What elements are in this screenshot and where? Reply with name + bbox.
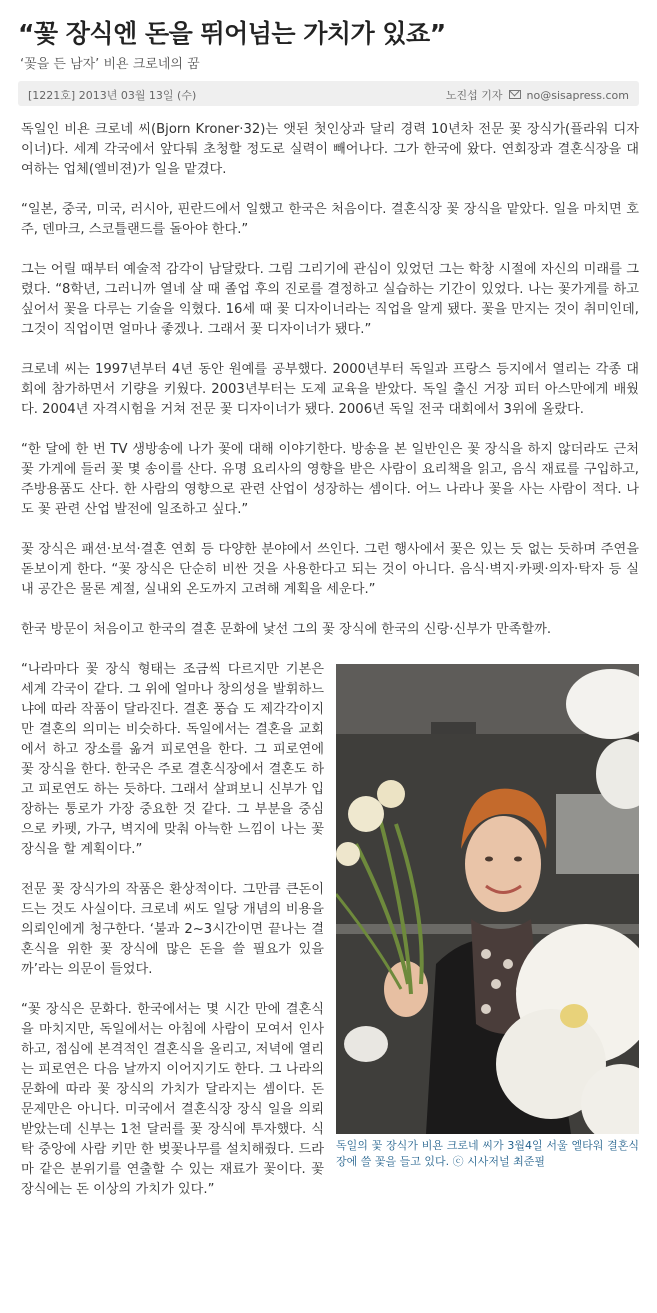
paragraph: 꽃 장식은 패션·보석·결혼 연회 등 다양한 분야에서 쓰인다. 그런 행사에서 꽃은 있는 듯 없는 듯하며 주연을 돋보이게 한다. “꽃 장식은 단순히 비싼 것을 사용한다고 되는 것이 아니다. 음식·벽지·카펫·의자·탁자 등 실내 공간은 물론 계절, 실내외 온도까지 고려해 계획을 세운다.” bbox=[21, 542, 639, 597]
subhead-text: 비욘 크로네의 꿈 bbox=[103, 57, 200, 72]
headline: “꽃 장식엔 돈을 뛰어넘는 가치가 있죠” bbox=[18, 19, 446, 48]
photo-caption: 독일의 꽃 장식가 비욘 크로네 씨가 3월4일 서울 엘타워 결혼식장에 쓸 꽃을 들고 있다. ⓒ 시사저널 최준필 bbox=[336, 1139, 639, 1168]
article-info-bar bbox=[18, 81, 639, 106]
article-body bbox=[21, 120, 639, 1200]
paragraph: 크로네 씨는 1997년부터 4년 동안 원예를 공부했다. 2000년부터 독일과 프랑스 등지에서 열리는 각종 대회에 참가하면서 기량을 키웠다. 2003년부터는 도제 교육을 받았다. 독일 출신 거장 피터 아스만에게 배웠다. 2004년 자격시험을 거쳐 전문 꽃 디자이너가 됐다. 2006년 독일 전국 대회에서 3위에 올랐다. bbox=[21, 362, 639, 417]
paragraph: “한 달에 한 번 TV 생방송에 나가 꽃에 대해 이야기한다. 방송을 본 일반인은 꽃 장식을 하지 않더라도 근처 꽃 가게에 들러 꽃 몇 송이를 산다. 유명 요리사의 영향을 받은 사람이 요리책을 읽고, 음식 재료를 구입하고, 주방용품도 산다. 한 사람의 영향으로 관련 산업이 성장하는 셈이다. 어느 나라나 꽃을 사는 사람이 적다. 나도 꽃 관련 산업 발전에 일조하고 싶다.” bbox=[21, 442, 639, 517]
reporter-name: 노진섭 기자 bbox=[445, 89, 503, 102]
paragraph: 그는 어릴 때부터 예술적 감각이 남달랐다. 그림 그리기에 관심이 있었던 그는 학창 시절에 자신의 미래를 그렸다. “8학년, 그러니까 열네 살 때 졸업 후의 진로를 결정하고 실습하는 기간이 있었다. 나는 꽃가게를 하고 싶어서 꽃을 다루는 기술을 익혔다. 16세 때 꽃 디자이너라는 직업을 알게 됐다. 꽃을 만지는 것이 취미인데, 그것이 직업이면 얼마나 좋겠나. 그래서 꽃 디자이너가 됐다.” bbox=[21, 262, 639, 337]
photo-figure bbox=[336, 664, 639, 1170]
reporter-email[interactable]: no@sisapress.com bbox=[526, 89, 629, 102]
article-photo[interactable] bbox=[336, 664, 639, 1134]
issue-date: [1221호] 2013년 03월 13일 (수) bbox=[28, 89, 197, 102]
byline bbox=[446, 87, 629, 103]
paragraph-text: “나라마다 꽃 장식 형태는 조금씩 다르지만 기본은 세계 각국이 같다. 그 위에 얼마나 창의성을 발휘하느냐에 따라 작품이 달라진다. 결혼 풍습 도 제각각이지만 결혼의 의미는 비슷하다. 독일에서는 결혼을 교회에서 하고 장소를 옮겨 피로연을 한다. 그 피로연에 꽃 장식을 한다. 한국은 주로 결혼식장에서 결혼도 하고 피로연도 하는 듯하다. 그래서 살펴보니 신부가 입장하는 통로가 가장 중요한 것 같다. 그 부분을 중심으로 카펫, 가구, 벽지에 맞춰 아늑한 느낌이 나는 꽃 장식을 할 계획이다.” bbox=[21, 662, 324, 857]
paragraph: “일본, 중국, 미국, 러시아, 핀란드에서 일했고 한국은 처음이다. 결혼식장 꽃 장식을 맡았다. 일을 마치면 호주, 덴마크, 스코틀랜드를 돌아야 한다.” bbox=[21, 202, 639, 237]
paragraph: 한국 방문이 처음이고 한국의 결혼 문화에 낯선 그의 꽃 장식에 한국의 신랑·신부가 만족할까. bbox=[21, 622, 552, 637]
photo-illustration bbox=[336, 664, 639, 1134]
paragraph: 전문 꽃 장식가의 작품은 환상적이다. 그만큼 큰돈이 드는 것도 사실이다. 크로네 씨도 일당 개념의 비용을 의뢰인에게 청구한다. ‘불과 2~3시간이면 끝나는 결혼식을 위한 꽃 장식에 많은 돈을 쓸 필요가 있을까’라는 의문이 들었다. bbox=[21, 882, 324, 977]
paragraph: 독일인 비욘 크로네 씨(Bjorn Kroner·32)는 앳된 첫인상과 달리 경력 10년차 전문 꽃 장식가(플라워 디자이너)다. 세계 각국에서 앞다퉈 초청할 정도로 실력이 빼어나다. 그가 한국에 왔다. 연회장과 결혼식장을 대여하는 업체(엘비젼)가 일을 맡겼다. bbox=[21, 122, 639, 177]
mail-icon[interactable] bbox=[509, 90, 521, 99]
subhead bbox=[20, 53, 200, 72]
subhead-quote: ‘꽃을 든 남자’ bbox=[20, 57, 100, 72]
paragraph: “꽃 장식은 문화다. 한국에서는 몇 시간 만에 결혼식을 마치지만, 독일에서는 아침에 사람이 모여서 인사하고, 점심에 본격적인 결혼식을 올리고, 저녁에 열리는 피로연은 다음 날까지 이어지기도 한다. 그 나라의 문화에 따라 꽃 장식의 가치가 달라지는 셈이다. 돈 문제만은 아니다. 미국에서 결혼식장 장식 일을 의뢰받았는데 신부는 1천 달러를 꽃 장식에 투자했다. 식탁 중앙에 사람 키만 한 벚꽃나무를 설치해줬다. 드라마 같은 분위기를 연출할 수 있는 재료가 꽃이다. 꽃 장식에는 돈 이상의 가치가 있다.” bbox=[21, 1002, 324, 1197]
